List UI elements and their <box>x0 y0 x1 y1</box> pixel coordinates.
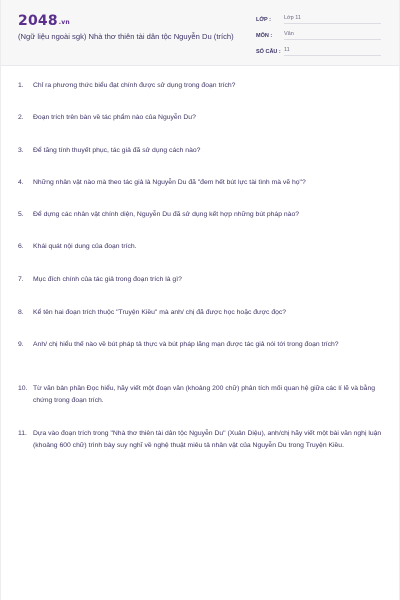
meta-value-question-count: 11 <box>284 47 381 56</box>
meta-value-subject: Văn <box>284 31 381 40</box>
question-number: 5. <box>18 211 24 218</box>
question-number: 1. <box>18 82 24 89</box>
question-number: 11. <box>18 430 27 437</box>
meta-row-class <box>256 13 381 26</box>
question-item <box>18 339 384 351</box>
question-text: Để dựng các nhân vật chính diện, Nguyễn Du đã sử dụng kết hợp những bút pháp nào? <box>33 211 300 218</box>
meta-row-subject <box>256 29 381 42</box>
question-item <box>18 112 384 124</box>
question-number: 3. <box>18 147 24 154</box>
question-item <box>18 383 384 406</box>
question-number: 7. <box>18 276 24 283</box>
question-text: Đoạn trích trên bàn về tác phẩm nào của Nguyễn Du? <box>33 114 196 121</box>
logo-suffix: .vn <box>58 19 70 26</box>
question-item <box>18 209 384 221</box>
question-text: Dựa vào đoạn trích trong "Nhà thơ thiên tài dân tộc Nguyễn Du" (Xuân Diệu), anh/chị hãy viết một bài văn nghị luận (khoảng 600 chữ) trình bày suy nghĩ về nghệ thuật miêu tả nhân vật của Nguyễn Du trong Truyện Kiều. <box>33 430 382 449</box>
meta-label-class: LỚP : <box>256 16 271 23</box>
question-item <box>18 80 384 92</box>
meta-label-question-count: SỐ CÂU : <box>256 48 281 55</box>
worksheet-header <box>1 0 399 66</box>
meta-panel <box>256 13 381 61</box>
question-text: Anh/ chị hiểu thế nào về bút pháp tả thực và bút pháp lãng mạn được tác giả nói tới trong đoạn trích? <box>33 341 339 348</box>
question-item <box>18 241 384 253</box>
question-text: Những nhân vật nào mà theo tác giả là Nguyễn Du đã "đem hết bút lực tài tình mà vẽ họ"? <box>33 179 306 186</box>
document-title: (Ngữ liệu ngoài sgk) Nhà thơ thiên tài dân tộc Nguyễn Du (trích) <box>18 32 234 41</box>
question-text: Kể tên hai đoạn trích thuộc "Truyện Kiều" mà anh/ chị đã được học hoặc được đọc? <box>33 309 287 316</box>
question-item <box>18 428 384 451</box>
question-number: 4. <box>18 179 24 186</box>
question-number: 10. <box>18 385 28 392</box>
site-logo[interactable] <box>18 13 70 29</box>
question-item <box>18 145 384 157</box>
logo-text: 2048 <box>18 13 58 29</box>
question-number: 6. <box>18 243 24 250</box>
question-item <box>18 274 384 286</box>
meta-label-subject: MÔN : <box>256 32 273 39</box>
question-number: 8. <box>18 309 24 316</box>
question-item <box>18 177 384 189</box>
question-number: 2. <box>18 114 24 121</box>
question-text: Từ văn bản phần Đọc hiểu, hãy viết một đoạn văn (khoảng 200 chữ) phân tích mối quan hệ giữa các lí lẽ và bằng chứng trong đoạn trích. <box>33 385 376 404</box>
meta-value-class: Lớp 11 <box>284 15 381 24</box>
question-text: Chỉ ra phương thức biểu đạt chính được sử dụng trong đoạn trích? <box>33 82 236 89</box>
meta-row-question-count <box>256 45 381 58</box>
question-item <box>18 307 384 319</box>
question-text: Khái quát nội dung của đoạn trích. <box>33 243 137 250</box>
question-number: 9. <box>18 341 24 348</box>
question-text: Để tăng tính thuyết phục, tác giả đã sử dụng cách nào? <box>33 147 201 154</box>
question-text: Mục đích chính của tác giả trong đoạn trích là gì? <box>33 276 182 283</box>
